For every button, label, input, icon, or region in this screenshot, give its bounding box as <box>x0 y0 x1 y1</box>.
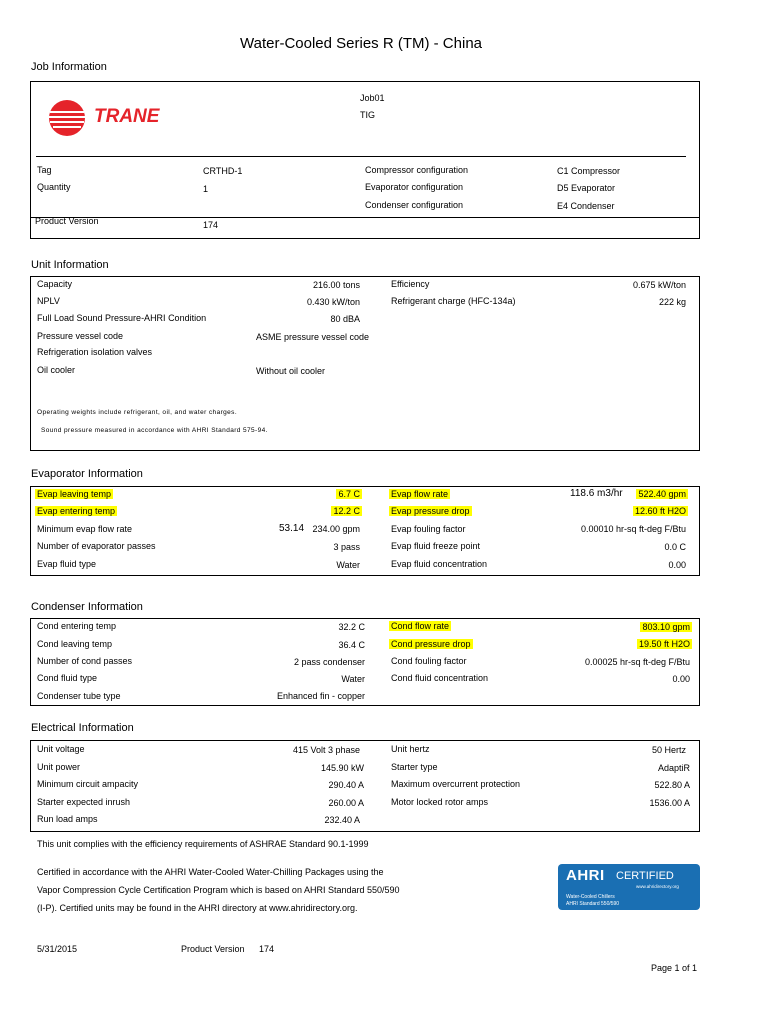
trane-logo <box>44 99 174 139</box>
evap-entering-value <box>200 506 362 517</box>
compressor-value: C1 Compressor <box>557 166 621 176</box>
evap-pdrop-label <box>389 506 472 517</box>
overcurrent-value: 522.80 A <box>654 780 690 790</box>
starter-value: AdaptiR <box>657 763 690 773</box>
evap-conc-value: 0.00 <box>668 560 686 570</box>
power-value: 145.90 kW <box>320 763 364 773</box>
cond-fouling-value: 0.00025 hr-sq ft-deg F/Btu <box>584 657 690 667</box>
job-name: Job01 <box>360 93 385 103</box>
starter-label: Starter type <box>391 762 438 772</box>
unit-heading: Unit Information <box>31 259 109 271</box>
cond-tube-label: Condenser tube type <box>37 691 121 701</box>
cond-leaving-label: Cond leaving temp <box>37 639 113 649</box>
voltage-value: 415 Volt 3 phase <box>292 745 360 755</box>
evaporator-config-value: D5 Evaporator <box>557 183 616 193</box>
cond-conc-label: Cond fluid concentration <box>391 673 489 683</box>
nplv-label: NPLV <box>37 296 60 306</box>
vessel-value: ASME pressure vessel code <box>256 332 370 342</box>
tag-label: Tag <box>37 165 52 175</box>
evap-pdrop-value-text: 12.60 ft H2O <box>634 506 686 516</box>
inrush-label: Starter expected inrush <box>37 797 131 807</box>
footer-date: 5/31/2015 <box>37 944 78 954</box>
evap-pdrop-label-text: Evap pressure drop <box>391 506 470 516</box>
page-title: Water-Cooled Series R (TM) - China <box>240 35 482 52</box>
note-weights: Operating weights include refrigerant, oil, and water charges. <box>37 409 238 416</box>
job-heading: Job Information <box>31 61 107 73</box>
overcurrent-label: Maximum overcurrent protection <box>391 779 521 789</box>
ahri-badge-line-2: AHRI Standard 550/590 <box>566 901 620 907</box>
cond-pdrop-label-text: Cond pressure drop <box>391 639 471 649</box>
lra-value: 1536.00 A <box>649 798 690 808</box>
cond-pdrop-label <box>389 639 473 650</box>
refrigerant-label: Refrigerant charge (HFC-134a) <box>391 296 516 306</box>
condenser-config-value: E4 Condenser <box>557 201 615 211</box>
evap-freeze-value: 0.0 C <box>664 542 686 552</box>
cond-entering-label: Cond entering temp <box>37 621 117 631</box>
evap-fouling-value: 0.00010 hr-sq ft-deg F/Btu <box>580 524 686 534</box>
oil-value: Without oil cooler <box>256 366 326 376</box>
footer-pv-label: Product Version <box>181 944 245 954</box>
cond-flow-label <box>389 621 451 632</box>
cond-fouling-label: Cond fouling factor <box>391 656 467 666</box>
evap-flow-label-text: Evap flow rate <box>391 489 449 499</box>
ahri-badge-brand: AHRI <box>566 867 605 884</box>
page-number: Page 1 of 1 <box>651 963 698 973</box>
evap-entering-label <box>35 506 117 517</box>
ahri-certified-badge <box>558 864 700 910</box>
lra-label: Motor locked rotor amps <box>391 797 489 807</box>
condenser-config-label: Condenser configuration <box>365 200 464 210</box>
evap-min-flow-value: 234.00 gpm <box>312 524 360 534</box>
vessel-label: Pressure vessel code <box>37 331 124 341</box>
cert-line-3: (I-P). Certified units may be found in the AHRI directory at www.ahridirectory.org. <box>37 903 358 913</box>
ahri-badge-url: www.ahridirectory.org <box>636 884 679 889</box>
evap-leaving-value <box>200 489 362 500</box>
hertz-value: 50 Hertz <box>651 745 686 755</box>
evap-flow-value <box>600 489 688 500</box>
ampacity-label: Minimum circuit ampacity <box>37 779 139 789</box>
job-sub: TIG <box>360 110 375 120</box>
job-divider-bottom <box>31 217 699 218</box>
ashrae-note: This unit complies with the efficiency requirements of ASHRAE Standard 90.1-1999 <box>37 839 369 849</box>
efficiency-label: Efficiency <box>391 279 430 289</box>
trane-logo-text: TRANE <box>94 106 160 127</box>
sound-value: 80 dBA <box>330 314 360 324</box>
evap-flow-label <box>389 489 450 500</box>
evap-freeze-label: Evap fluid freeze point <box>391 541 481 551</box>
ahri-badge-line-1: Water-Cooled Chillers <box>566 894 615 900</box>
evap-flow-alt: 118.6 m3/hr <box>570 488 623 499</box>
evap-fouling-label: Evap fouling factor <box>391 524 466 534</box>
evap-entering-value-text: 12.2 C <box>333 506 360 516</box>
quantity-value: 1 <box>203 184 209 194</box>
refrigerant-value: 222 kg <box>658 297 686 307</box>
cond-flow-value-text: 803.10 gpm <box>642 622 690 632</box>
cond-fluid-type-value: Water <box>341 674 365 684</box>
evap-min-flow-alt: 53.14 <box>279 523 305 534</box>
electrical-heading: Electrical Information <box>31 722 134 734</box>
cond-tube-value: Enhanced fin - copper <box>276 691 365 701</box>
evaporator-heading: Evaporator Information <box>31 468 143 480</box>
evap-passes-value: 3 pass <box>333 542 360 552</box>
tag-value: CRTHD-1 <box>203 166 243 176</box>
isolation-label: Refrigeration isolation valves <box>37 347 153 357</box>
rla-label: Run load amps <box>37 814 98 824</box>
rla-value: 232.40 A <box>324 815 360 825</box>
evap-leaving-label <box>35 489 113 500</box>
cert-line-1: Certified in accordance with the AHRI Water-Cooled Water-Chilling Packages using the <box>37 867 384 877</box>
quantity-label: Quantity <box>37 182 71 192</box>
cond-pdrop-value <box>560 639 692 650</box>
evap-pdrop-value <box>560 506 688 517</box>
cond-flow-value <box>560 622 692 633</box>
evap-conc-label: Evap fluid concentration <box>391 559 488 569</box>
note-sound: Sound pressure measured in accordance with AHRI Standard 575-94. <box>41 427 268 434</box>
footer-pv-value: 174 <box>259 944 275 954</box>
product-version-label: Product Version <box>35 216 99 226</box>
evap-fluid-type-value: Water <box>336 560 360 570</box>
cond-fluid-type-label: Cond fluid type <box>37 673 98 683</box>
evap-passes-label: Number of evaporator passes <box>37 541 156 551</box>
evap-leaving-value-text: 6.7 C <box>338 489 360 499</box>
cert-line-2: Vapor Compression Cycle Certification Program which is based on AHRI Standard 550/590 <box>37 885 400 895</box>
cond-pdrop-value-text: 19.50 ft H2O <box>638 639 690 649</box>
power-label: Unit power <box>37 762 81 772</box>
inrush-value: 260.00 A <box>328 798 364 808</box>
job-divider-mid <box>36 156 686 157</box>
cond-passes-value: 2 pass condenser <box>293 657 365 667</box>
condenser-heading: Condenser Information <box>31 601 143 613</box>
evap-min-flow-label: Minimum evap flow rate <box>37 524 133 534</box>
evap-flow-value-text: 522.40 gpm <box>638 489 686 499</box>
cond-conc-value: 0.00 <box>672 674 690 684</box>
evap-entering-label-text: Evap entering temp <box>37 506 116 516</box>
ampacity-value: 290.40 A <box>328 780 364 790</box>
voltage-label: Unit voltage <box>37 744 85 754</box>
compressor-label: Compressor configuration <box>365 165 469 175</box>
cond-entering-value: 32.2 C <box>338 622 365 632</box>
ahri-badge-certified: CERTIFIED <box>616 870 674 882</box>
evap-fluid-type-label: Evap fluid type <box>37 559 97 569</box>
efficiency-value: 0.675 kW/ton <box>632 280 686 290</box>
hertz-label: Unit hertz <box>391 744 430 754</box>
capacity-label: Capacity <box>37 279 73 289</box>
capacity-value: 216.00 tons <box>312 280 360 290</box>
evap-leaving-label-text: Evap leaving temp <box>37 489 112 499</box>
oil-label: Oil cooler <box>37 365 76 375</box>
cond-passes-label: Number of cond passes <box>37 656 133 666</box>
cond-flow-label-text: Cond flow rate <box>391 621 450 631</box>
product-version-value: 174 <box>203 220 219 230</box>
nplv-value: 0.430 kW/ton <box>306 297 360 307</box>
cond-leaving-value: 36.4 C <box>338 640 365 650</box>
evaporator-config-label: Evaporator configuration <box>365 182 464 192</box>
sound-label: Full Load Sound Pressure-AHRI Condition <box>37 313 207 323</box>
